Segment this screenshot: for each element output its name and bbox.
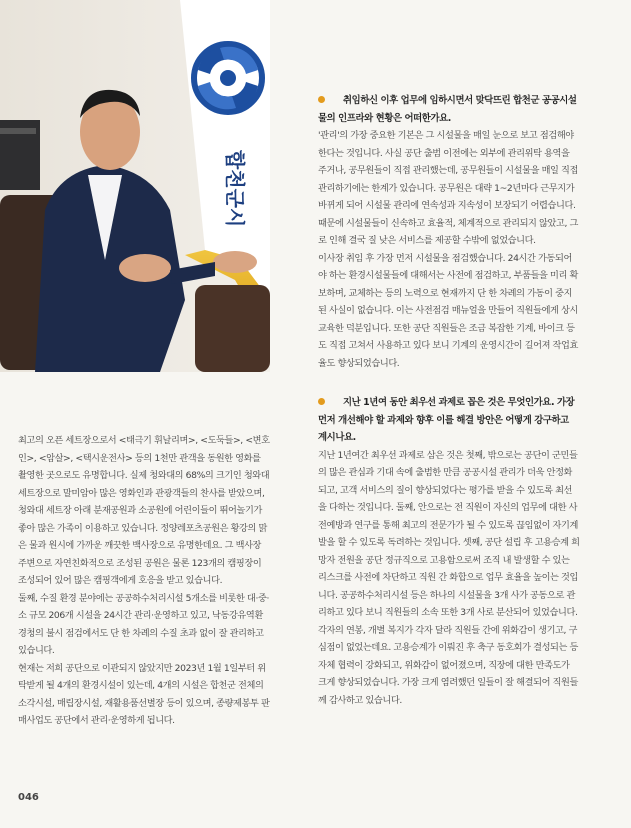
- answer-2-paragraph-1: 지난 1년여간 최우선 과제로 삼은 것은 첫째, 밖으로는 공단이 군민들의 많은 관심과 기대 속에 출범한 만큼 공공시설 관리가 더욱 안정화되고, 고객 서비스의 질이 향상되었다는 평가를 받을 수 있도록 최선을 다하는 것입니다. 둘째, 안으로는 전 직원이 자신의 업무에 대한 사전예방과 연구를 통해 최고의 전문가가 될 수 있도록 끊임없이 자기계발을 할 수 있도록 독려하는 것입니다. 셋째, 공단 설립 후 고용승계 희망자 전원을 공단 정규직으로 고용함으로써 조직 내 발생할 수 있는 리스크를 사전에 차단하고 직원 간 화합으로 업무 효율을 높이는 것입니다. 공공하수처리시설 등은 하나의 시설물을 3개 사가 공동으로 관리하고 있다 보니 직원들의 소속 또한 3개 사로 분산되어 있었습니다. 각자의 연봉, 개별 복지가 각자 달라 직원들 간에 위화감이 생기고, 구심점이 없었는데요. 고용승계가 이뤄진 후 축구 동호회가 결성되는 등 자체 협력이 강화되고, 위화감이 없어졌으며, 직장에 대한 만족도가 크게 향상되었습니다. 가장 크게 염려했던 일들이 잘 해결되어 직원들께 감사하고 있습니다.: [318, 449, 580, 706]
- county-emblem: [190, 40, 266, 116]
- hand-right: [213, 251, 257, 273]
- chair-right: [195, 285, 270, 372]
- hand-left: [119, 254, 171, 282]
- bullet-dot-icon: [318, 96, 325, 103]
- left-paragraph-2: 둘째, 수질 환경 분야에는 공공하수처리시설 5개소를 비롯한 대·중·소 규모 206개 시설을 24시간 관리·운영하고 있고, 낙동강유역환경청의 불시 점검에서도 단 한 차례의 수질 초과 없이 잘 관리하고 있습니다.: [18, 592, 270, 656]
- question-1-text: 취임하신 이후 업무에 임하시면서 맞닥뜨린 합천군 공공시설물의 인프라와 현황은 어떠한가요.: [318, 95, 577, 124]
- question-1: [318, 92, 580, 127]
- interview-illustration: [0, 0, 270, 372]
- left-column: [18, 432, 270, 730]
- flag-text: 합천군시: [223, 150, 247, 228]
- page-number: 046: [18, 792, 39, 803]
- answer-1-paragraph-2: 이사장 취임 후 가장 먼저 시설물을 점검했습니다. 24시간 가동되어야 하는 환경시설물들에 대해서는 사전에 점검하고, 부품들을 미리 확보하며, 교체하는 등의 노력으로 현재까지 단 한 차례의 가동이 중지된 사실이 없습니다. 이는 사전점검 매뉴얼을 만들어 직원들에게 상시 교육한 덕분입니다. 또한 공단 직원들은 조금 복잡한 기계, 바이크 등도 직접 고쳐서 사용하고 있다 보니 기계의 운영시간이 길어져 작업효율도 향상되었습니다.: [318, 252, 578, 369]
- left-paragraph-1: 최고의 오픈 세트장으로서 <태극기 휘날리며>, <도둑들>, <변호인>, <암살>, <택시운전사> 등의 1천만 관객을 동원한 영화를 촬영한 곳으로도 유명합니다. 실제 청와대의 68%의 크기인 청와대 세트장으로 말미암아 많은 영화인과 관광객들의 찬사를 받았으며, 청와대 세트장 아래 분재공원과 소공원에 어린이들이 뛰어놀기가 좋아 많은 가족이 이용하고 있습니다. 정양레포츠공원은 황강의 맑은 물과 원시에 가까운 깨끗한 백사장으로 유명한데요. 그 백사장 주변으로 자연친화적으로 조성된 공원은 물론 123개의 캠핑장이 조성되어 있어 많은 캠핑객에게 호응을 받고 있습니다.: [18, 435, 270, 586]
- question-2: [318, 394, 580, 447]
- bullet-dot-icon: [318, 398, 325, 405]
- question-2-text: 지난 1년여 동안 최우선 과제로 꼽은 것은 무엇인가요. 가장 먼저 개선해야 할 과제와 향후 이를 해결 방안은 어떻게 강구하고 계시나요.: [318, 397, 575, 443]
- right-column: [318, 92, 580, 709]
- left-paragraph-3: 현재는 저희 공단으로 이관되지 않았지만 2023년 1월 1일부터 위탁받게 될 4개의 환경시설이 있는데, 4개의 시설은 합천군 전체의 소각시설, 매립장시설, 재활용품선별장 등이 있으며, 종량제봉투 판매사업도 공단에서 관리·운영하게 됩니다.: [18, 662, 270, 726]
- interview-photo: [0, 0, 270, 372]
- answer-1-paragraph-1: '관리'의 가장 중요한 기본은 그 시설물을 매일 눈으로 보고 점검해야 한다는 것입니다. 사실 공단 출범 이전에는 외부에 관리위탁 용역을 주거나, 공무원들이 직접 관리했는데, 공무원들이 시설물을 매일 직접 관리하기에는 한계가 있습니다. 공무원은 대략 1~2년마다 근무지가 바뀌게 되어 시설물 관리에 연속성과 지속성이 보장되기 어렵습니다. 때문에 시설물들이 신속하고 효율적, 체계적으로 관리되지 않았고, 그로 인해 결국 질 낮은 서비스를 제공할 수밖에 없었습니다.: [318, 130, 578, 246]
